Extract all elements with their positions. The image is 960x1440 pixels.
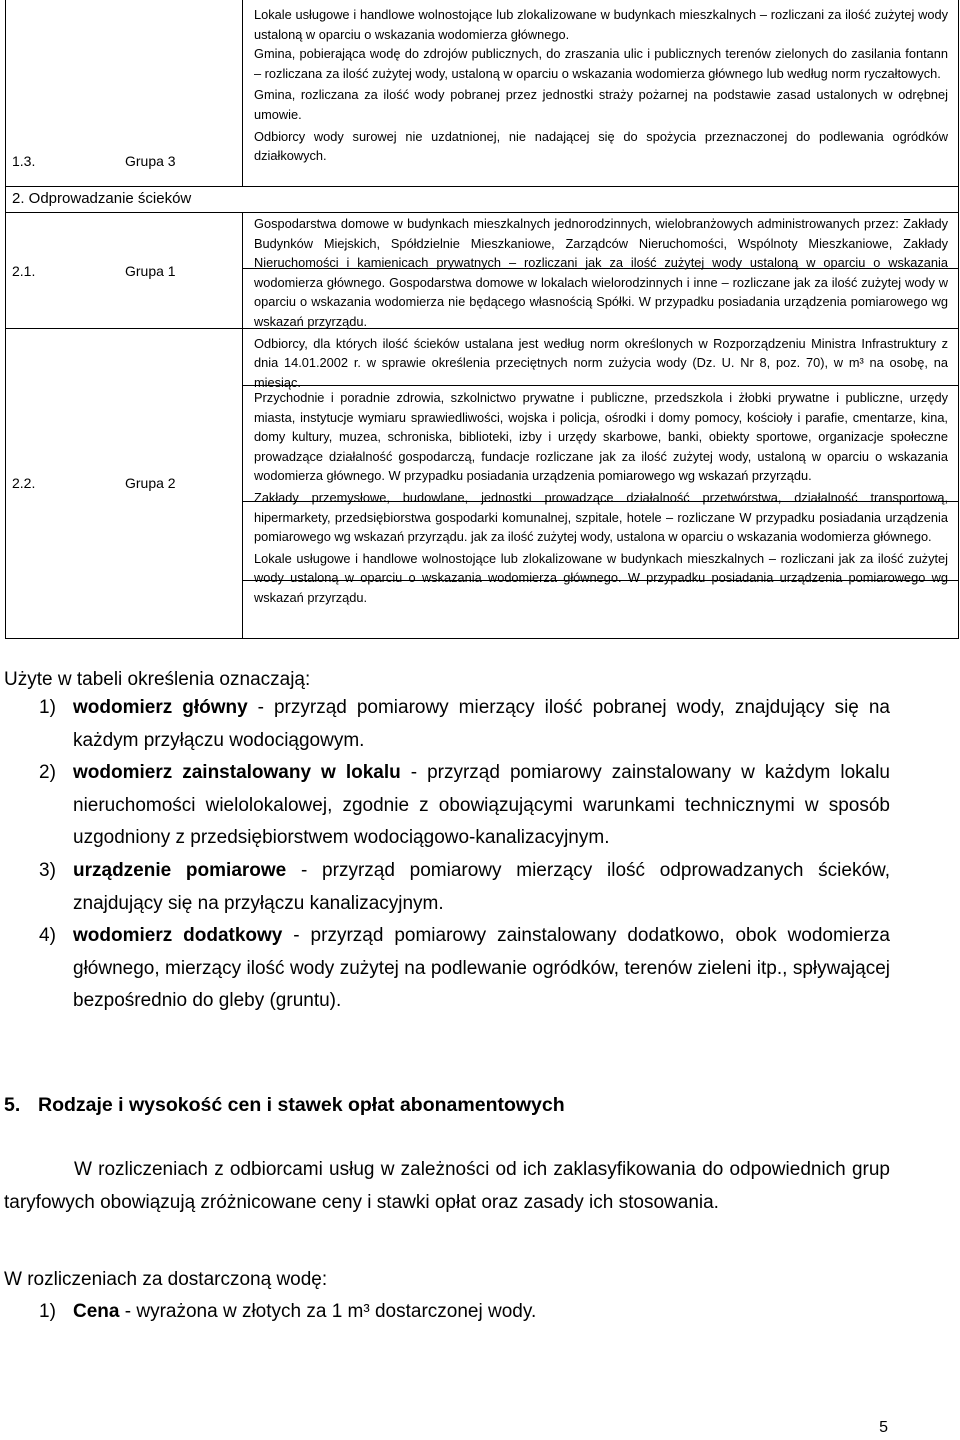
list-number: 1)	[39, 1301, 56, 1322]
table-cell-text	[254, 214, 948, 392]
page-number: 5	[879, 1419, 888, 1436]
price-item	[4, 1296, 890, 1329]
definitions-intro: Użyte w tabeli określenia oznaczają:	[4, 669, 311, 690]
section-title: Rodzaje i wysokość cen i stawek opłat abonamentowych	[38, 1094, 565, 1116]
cell-paragraph: Lokale usługowe i handlowe wolnostojące lub zlokalizowane w budynkach mieszkalnych – rozliczani za ilość zużytej wody ustaloną w oparciu o wskazania wodomierza głównego.	[254, 7, 948, 42]
cell-paragraph: Gmina, rozliczana za ilość wody pobranej przez jednostki straży pożarnej na podstawie zasad ustalonych w odrębnej umowie.	[254, 87, 948, 122]
row-group: Grupa 2	[125, 475, 176, 491]
definition-item	[4, 920, 890, 1018]
list-number: 4)	[39, 925, 56, 947]
row-group: Grupa 1	[125, 263, 176, 279]
price-list	[4, 1296, 890, 1329]
table-border-left	[5, 0, 6, 639]
row-number: 2.2.	[12, 475, 36, 491]
row-number: 2.1.	[12, 263, 36, 279]
definition-item	[4, 855, 890, 920]
definition-item	[4, 692, 890, 757]
table-border-right	[958, 0, 959, 639]
section-heading	[4, 1090, 565, 1120]
table-border-col	[242, 0, 243, 186]
cell-paragraph: Lokale usługowe i handlowe wolnostojące lub zlokalizowane w budynkach mieszkalnych – rozliczani jak za ilość zużytej wody ustaloną w oparciu o wskazania wodomierza głównego. W przypadku posiadania urządzenia pomiarowego wg wskazań przyrządu.	[254, 550, 948, 605]
cell-paragraph: Gmina, pobierająca wodę do zdrojów publicznych, do zraszania ulic i publicznych terenów zielonych do zasilania fontann – rozliczana za ilość zużytej wody, ustaloną w oparciu o wskazania wodomierza głównego lub według norm ryczałtowych.	[254, 46, 948, 81]
definition-term: wodomierz zainstalowany w lokalu	[73, 762, 401, 784]
table-row-divider	[5, 186, 959, 187]
cell-paragraph: Odbiorcy, dla których ilość ścieków ustalana jest według norm określonych w Rozporządzeniu Ministra Infrastruktury z dnia 14.01.2002 r. w sprawie określenia przeciętnych norm zużycia wody (Dz. U. Nr 8, poz. 70), w m³ na osobę, na miesiąc.	[254, 335, 948, 390]
definition-term: wodomierz dodatkowy	[73, 925, 283, 947]
table-border-bottom	[5, 638, 959, 639]
table-row-divider	[5, 212, 959, 213]
definition-term: wodomierz główny	[73, 697, 248, 718]
cell-paragraph: Odbiorcy wody surowej nie uzdatnionej, nie nadającej się do spożycia przeznaczonej do podlewania ogródków działkowych.	[254, 128, 948, 164]
definition-term: urządzenie pomiarowe	[73, 859, 287, 881]
price-term: Cena	[73, 1301, 120, 1322]
list-number: 2)	[39, 762, 56, 784]
table-cell-text	[254, 388, 948, 608]
table-border-col	[242, 212, 243, 639]
water-intro: W rozliczeniach za dostarczoną wodę:	[4, 1269, 328, 1290]
definition-item	[4, 757, 890, 855]
cell-paragraph: Przychodnie i poradnie zdrowia, szkolnictwo prywatne i publiczne, przedszkola i żłobki prywatne i publiczne, urzędy miasta, instytucje wymiaru sprawiedliwości, wojska i policja, ośrodki i domy pomocy, kościoły i parafie, cmentarze, kina, domy kultury, muzea, schroniska, biblioteki, izby i urzędy skarbowe, banki, obiekty sportowe, organizacje społeczne prowadzące działalność gospodarczą, fundacje rozliczane jak za ilość zużytej wody, ustaloną w oparciu o wskazania wodomierza głównego. W przypadku posiadania urządzenia pomiarowego wg wskazań przyrządu.	[254, 390, 948, 484]
cell-paragraph: Zakłady przemysłowe, budowlane, jednostki prowadzące działalność przetwórstwa, działalność transportową, hipermarkety, przedsiębiorstwa gospodarki komunalnej, szpitale, hotele – rozliczane W przypadku posiadania urządzenia pomiarowego wg wskazań przyrządu. jak za ilość zużytej wody, ustalona w oparciu o wskazania wodomierza głównego.	[254, 489, 948, 545]
section-paragraph	[4, 1153, 890, 1219]
row-number: 1.3.	[12, 153, 36, 169]
row-group: Grupa 3	[125, 153, 176, 169]
definition-desc: - przyrząd pomiarowy zainstalowany w każdym lokalu nieruchomości wielolokalowej, zgodnie z obowiązującymi warunkami technicznymi w sposób uzgodniony z przedsiębiorstwem wodociągowo-kanalizacyjnym.	[73, 762, 890, 849]
section-header-row: 2. Odprowadzanie ścieków	[12, 190, 192, 207]
definitions-list	[4, 692, 890, 1018]
definition-desc: - przyrząd pomiarowy mierzący ilość pobranej wody, znajdujący się na każdym przyłączu wodociągowym.	[73, 697, 890, 751]
list-number: 1)	[39, 697, 56, 718]
list-number: 3)	[39, 859, 56, 881]
paragraph-text: W rozliczeniach z odbiorcami usług w zależności od ich zaklasyfikowania do odpowiednich grup taryfowych obowiązują zróżnicowane ceny i stawki opłat oraz zasady ich stosowania.	[4, 1159, 890, 1213]
price-desc: - wyrażona w złotych za 1 m³ dostarczonej wody.	[119, 1301, 537, 1322]
table-cell-text	[254, 5, 948, 166]
cell-paragraph: Gospodarstwa domowe w budynkach mieszkalnych jednorodzinnych, wielobranżowych administrowanych przez: Zakłady Budynków Miejskich, Spółdzielnie Mieszkaniowe, Zarządców Nieruchomości, Wspólnoty Mieszkaniowe, Zakłady Nieruchomości i kamienicach prywatnych – rozliczani jak za ilość zużytej wody ustaloną w oparciu o wskazania wodomierza głównego. Gospodarstwa domowe w lokalach wielorodzinnych i inne – rozliczane jak za ilość zużytej wody w oparciu o wskazania wodomierza nie będącego własnością Spółki. W przypadku posiadania urządzenia pomiarowego wg wskazań przyrządu.	[254, 216, 948, 329]
tariff-table	[5, 0, 959, 639]
definition-desc: - przyrząd pomiarowy zainstalowany dodatkowo, obok wodomierza głównego, mierzący ilość wody zużytej na podlewanie ogródków, terenów zieleni itp., spływającej bezpośrednio do gleby (gruntu).	[73, 925, 891, 1012]
section-number: 5.	[4, 1094, 21, 1116]
definition-desc: - przyrząd pomiarowy mierzący ilość odprowadzanych ścieków, znajdujący się na przyłączu kanalizacyjnym.	[73, 859, 890, 914]
